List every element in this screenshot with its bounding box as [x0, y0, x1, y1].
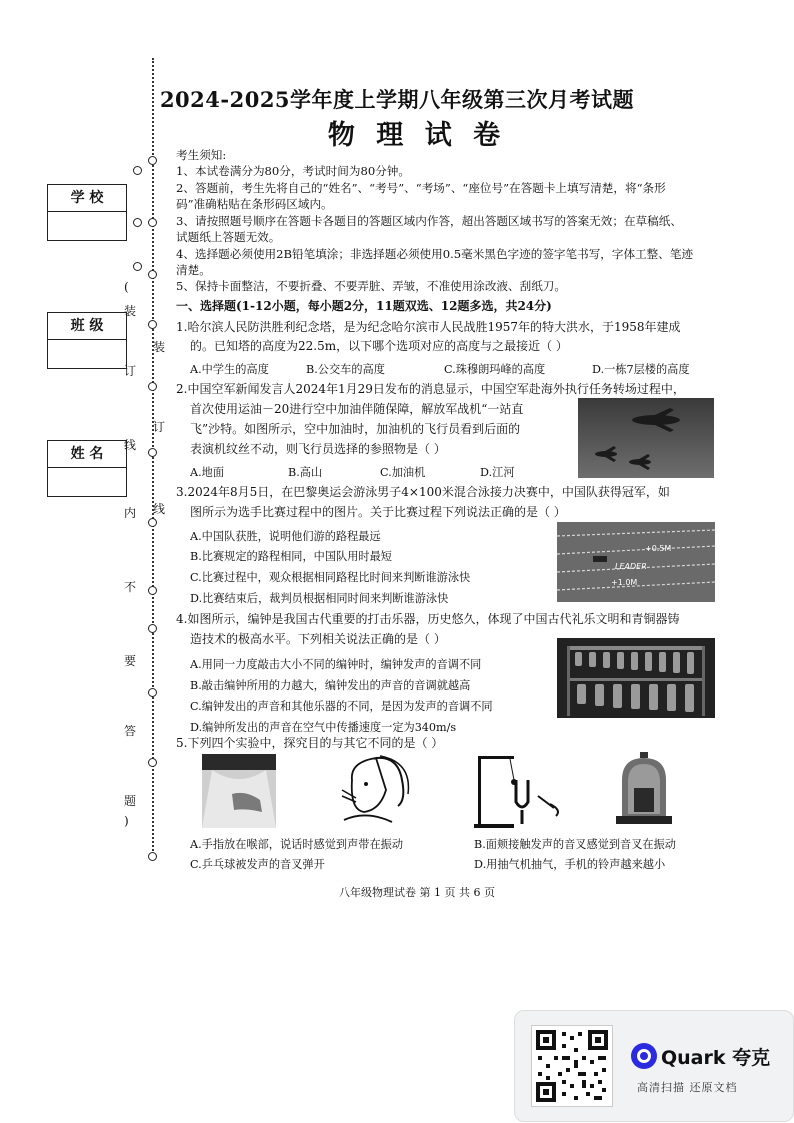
q3-stem: 3.2024年8月5日，在巴黎奥运会游泳男子4×100米混合泳接力决赛中，中国队获得冠军，如 — [176, 485, 670, 499]
q2-stem: 2.中国空军新闻发言人2024年1月29日发布的消息显示，中国空军赴海外执行任务转场过程中， — [176, 382, 685, 396]
section-heading: 一、选择题(1-12小题，每小题2分，11题双选、12题多选，共24分) — [176, 299, 552, 313]
page-footer: 八年级物理试卷 第 1 页 共 6 页 — [339, 886, 495, 899]
binding-char: 订 — [153, 420, 166, 434]
notice-item: 试题纸上答题无效。 — [176, 230, 281, 244]
binding-char: 题 — [124, 794, 137, 808]
q2-option-b[interactable]: B.高山 — [288, 466, 323, 479]
q1-stem: 的。已知塔的高度为22.5m，以下哪个选项对应的高度与之最接近（ ） — [190, 339, 568, 353]
qr-code[interactable] — [531, 1025, 613, 1107]
aerial-refueling-photo — [578, 398, 714, 478]
q5-option-c[interactable]: C.乒乓球被发声的音叉弹开 — [190, 858, 325, 871]
bell-jar-image — [612, 750, 676, 830]
q5-option-b[interactable]: B.面颊接触发声的音叉感觉到音叉在振动 — [474, 838, 676, 851]
q5-stem: 5.下列四个实验中，探究目的与其它不同的是（ ） — [176, 736, 444, 750]
binding-hole — [148, 218, 157, 227]
binding-char: 内 — [124, 506, 137, 520]
binding-hole — [148, 586, 157, 595]
binding-char: 装 — [124, 304, 137, 318]
binding-hole — [148, 758, 157, 767]
binding-hole — [148, 382, 157, 391]
q2-stem: 飞”沙特。如图所示，空中加油时，加油机的飞行员看到后面的 — [190, 422, 521, 436]
swimming-race-photo — [557, 522, 715, 602]
q1-option-a[interactable]: A.中学生的高度 — [190, 363, 269, 376]
throat-touch-image — [202, 754, 276, 828]
notice-item: 清楚。 — [176, 263, 211, 277]
q4-stem: 4.如图所示，编钟是我国古代重要的打击乐器，历史悠久，体现了中国古代礼乐文明和青铜器铸 — [176, 612, 680, 626]
q5-option-a[interactable]: A.手指放在喉部，说话时感觉到声带在振动 — [190, 838, 404, 851]
binding-hole — [148, 448, 157, 457]
binding-char: 线 — [124, 438, 137, 452]
q1-stem: 1.哈尔滨人民防洪胜利纪念塔，是为纪念哈尔滨市人民战胜1957年的特大洪水，于1958年建成 — [176, 320, 681, 334]
exam-subtitle: 物 理 试 卷 — [327, 120, 507, 151]
binding-char: 不 — [124, 580, 137, 594]
pingpong-tuning-fork-image — [470, 750, 570, 830]
binding-char: 装 — [153, 340, 166, 354]
photo-label: +1.0M — [611, 578, 638, 587]
notice-item: 2、答题前，考生先将自己的“姓名”、“考号”、“考场”、“座位号”在答题卡上填写清楚，将“条形 — [176, 181, 666, 195]
q3-option-c[interactable]: C.比赛过程中，观众根据相同路程比时间来判断谁游泳快 — [190, 571, 471, 584]
q1-option-b[interactable]: B.公交车的高度 — [306, 363, 385, 376]
chime-bells-photo — [557, 638, 715, 718]
binding-hole — [148, 624, 157, 633]
notice-item: 1、本试卷满分为80分，考试时间为80分钟。 — [176, 164, 410, 178]
q2-option-c[interactable]: C.加油机 — [380, 466, 426, 479]
name-label: 姓 名 — [48, 441, 126, 468]
notice-item: 3、请按照题号顺序在答题卡各题目的答题区域内作答，超出答题区域书写的答案无效；在草稿纸、 — [176, 214, 682, 228]
q3-option-b[interactable]: B.比赛规定的路程相同，中国队用时最短 — [190, 550, 392, 563]
q4-option-b[interactable]: B.敲击编钟所用的力越大，编钟发出的声音的音调就越高 — [190, 679, 471, 692]
tuning-fork-face-image — [336, 750, 414, 830]
binding-char: 订 — [124, 364, 137, 378]
q4-option-d[interactable]: D.编钟所发出的声音在空气中传播速度一定为340m/s — [190, 721, 457, 734]
q2-option-a[interactable]: A.地面 — [190, 466, 225, 479]
notice-heading: 考生须知: — [176, 148, 227, 162]
binding-hole — [148, 688, 157, 697]
photo-label: +0.5M — [645, 544, 672, 553]
q4-option-c[interactable]: C.编钟发出的声音和其他乐器的不同，是因为发声的音调不同 — [190, 700, 493, 713]
quark-scan-badge — [514, 1010, 794, 1122]
binding-hole — [148, 270, 157, 279]
binding-hole — [133, 262, 142, 271]
exam-title: 2024-2025学年度上学期八年级第三次月考试题 — [159, 87, 635, 112]
q2-option-d[interactable]: D.江河 — [480, 466, 515, 479]
q2-stem: 首次使用运油－20进行空中加油伴随保障，解放军战机“一站直 — [190, 402, 524, 416]
q5-option-d[interactable]: D.用抽气机抽气，手机的铃声越来越小 — [474, 858, 666, 871]
quark-tagline: 高清扫描 还原文档 — [637, 1081, 738, 1094]
binding-dotted-line — [152, 58, 154, 858]
notice-item: 码”准确粘贴在条形码区域内。 — [176, 197, 333, 211]
quark-logo-icon — [631, 1043, 657, 1069]
binding-hole — [148, 518, 157, 527]
binding-char: 要 — [124, 654, 137, 668]
q3-option-d[interactable]: D.比赛结束后，裁判员根据相同时间来判断谁游泳快 — [190, 592, 449, 605]
binding-char: 线 — [153, 502, 166, 516]
binding-hole — [133, 166, 142, 175]
binding-hole — [148, 852, 157, 861]
q1-option-c[interactable]: C.珠穆朗玛峰的高度 — [444, 363, 546, 376]
notice-item: 4、选择题必须使用2B铅笔填涂；非选择题必须使用0.5毫米黑色字迹的签字笔书写，字体工整、笔迹 — [176, 247, 694, 261]
name-box[interactable] — [47, 440, 127, 497]
q3-option-a[interactable]: A.中国队获胜，说明他们游的路程最远 — [190, 530, 381, 543]
q3-stem: 图所示为选手比赛过程中的图片。关于比赛过程下列说法正确的是（ ） — [190, 505, 566, 519]
class-box[interactable] — [47, 312, 127, 369]
q2-stem: 表演机纹丝不动，则飞行员选择的参照物是（ ） — [190, 442, 446, 456]
quark-brand: Quark 夸克 — [661, 1047, 771, 1069]
binding-char: ) — [124, 814, 129, 828]
class-label: 班 级 — [48, 313, 126, 340]
binding-hole — [148, 156, 157, 165]
school-box[interactable] — [47, 184, 127, 241]
binding-hole — [148, 320, 157, 329]
q1-option-d[interactable]: D.一栋7层楼的高度 — [592, 363, 690, 376]
notice-item: 5、保持卡面整洁，不要折叠、不要弄脏、弄皱，不准使用涂改液、刮纸刀。 — [176, 279, 566, 293]
binding-hole — [133, 218, 142, 227]
school-label: 学 校 — [48, 185, 126, 212]
photo-label: LEADER — [615, 562, 647, 571]
binding-char: 答 — [124, 724, 137, 738]
binding-char: ( — [124, 280, 129, 294]
q4-option-a[interactable]: A.用同一力度敲击大小不同的编钟时，编钟发声的音调不同 — [190, 658, 482, 671]
q4-stem: 造技术的极高水平。下列相关说法正确的是（ ） — [190, 632, 446, 646]
